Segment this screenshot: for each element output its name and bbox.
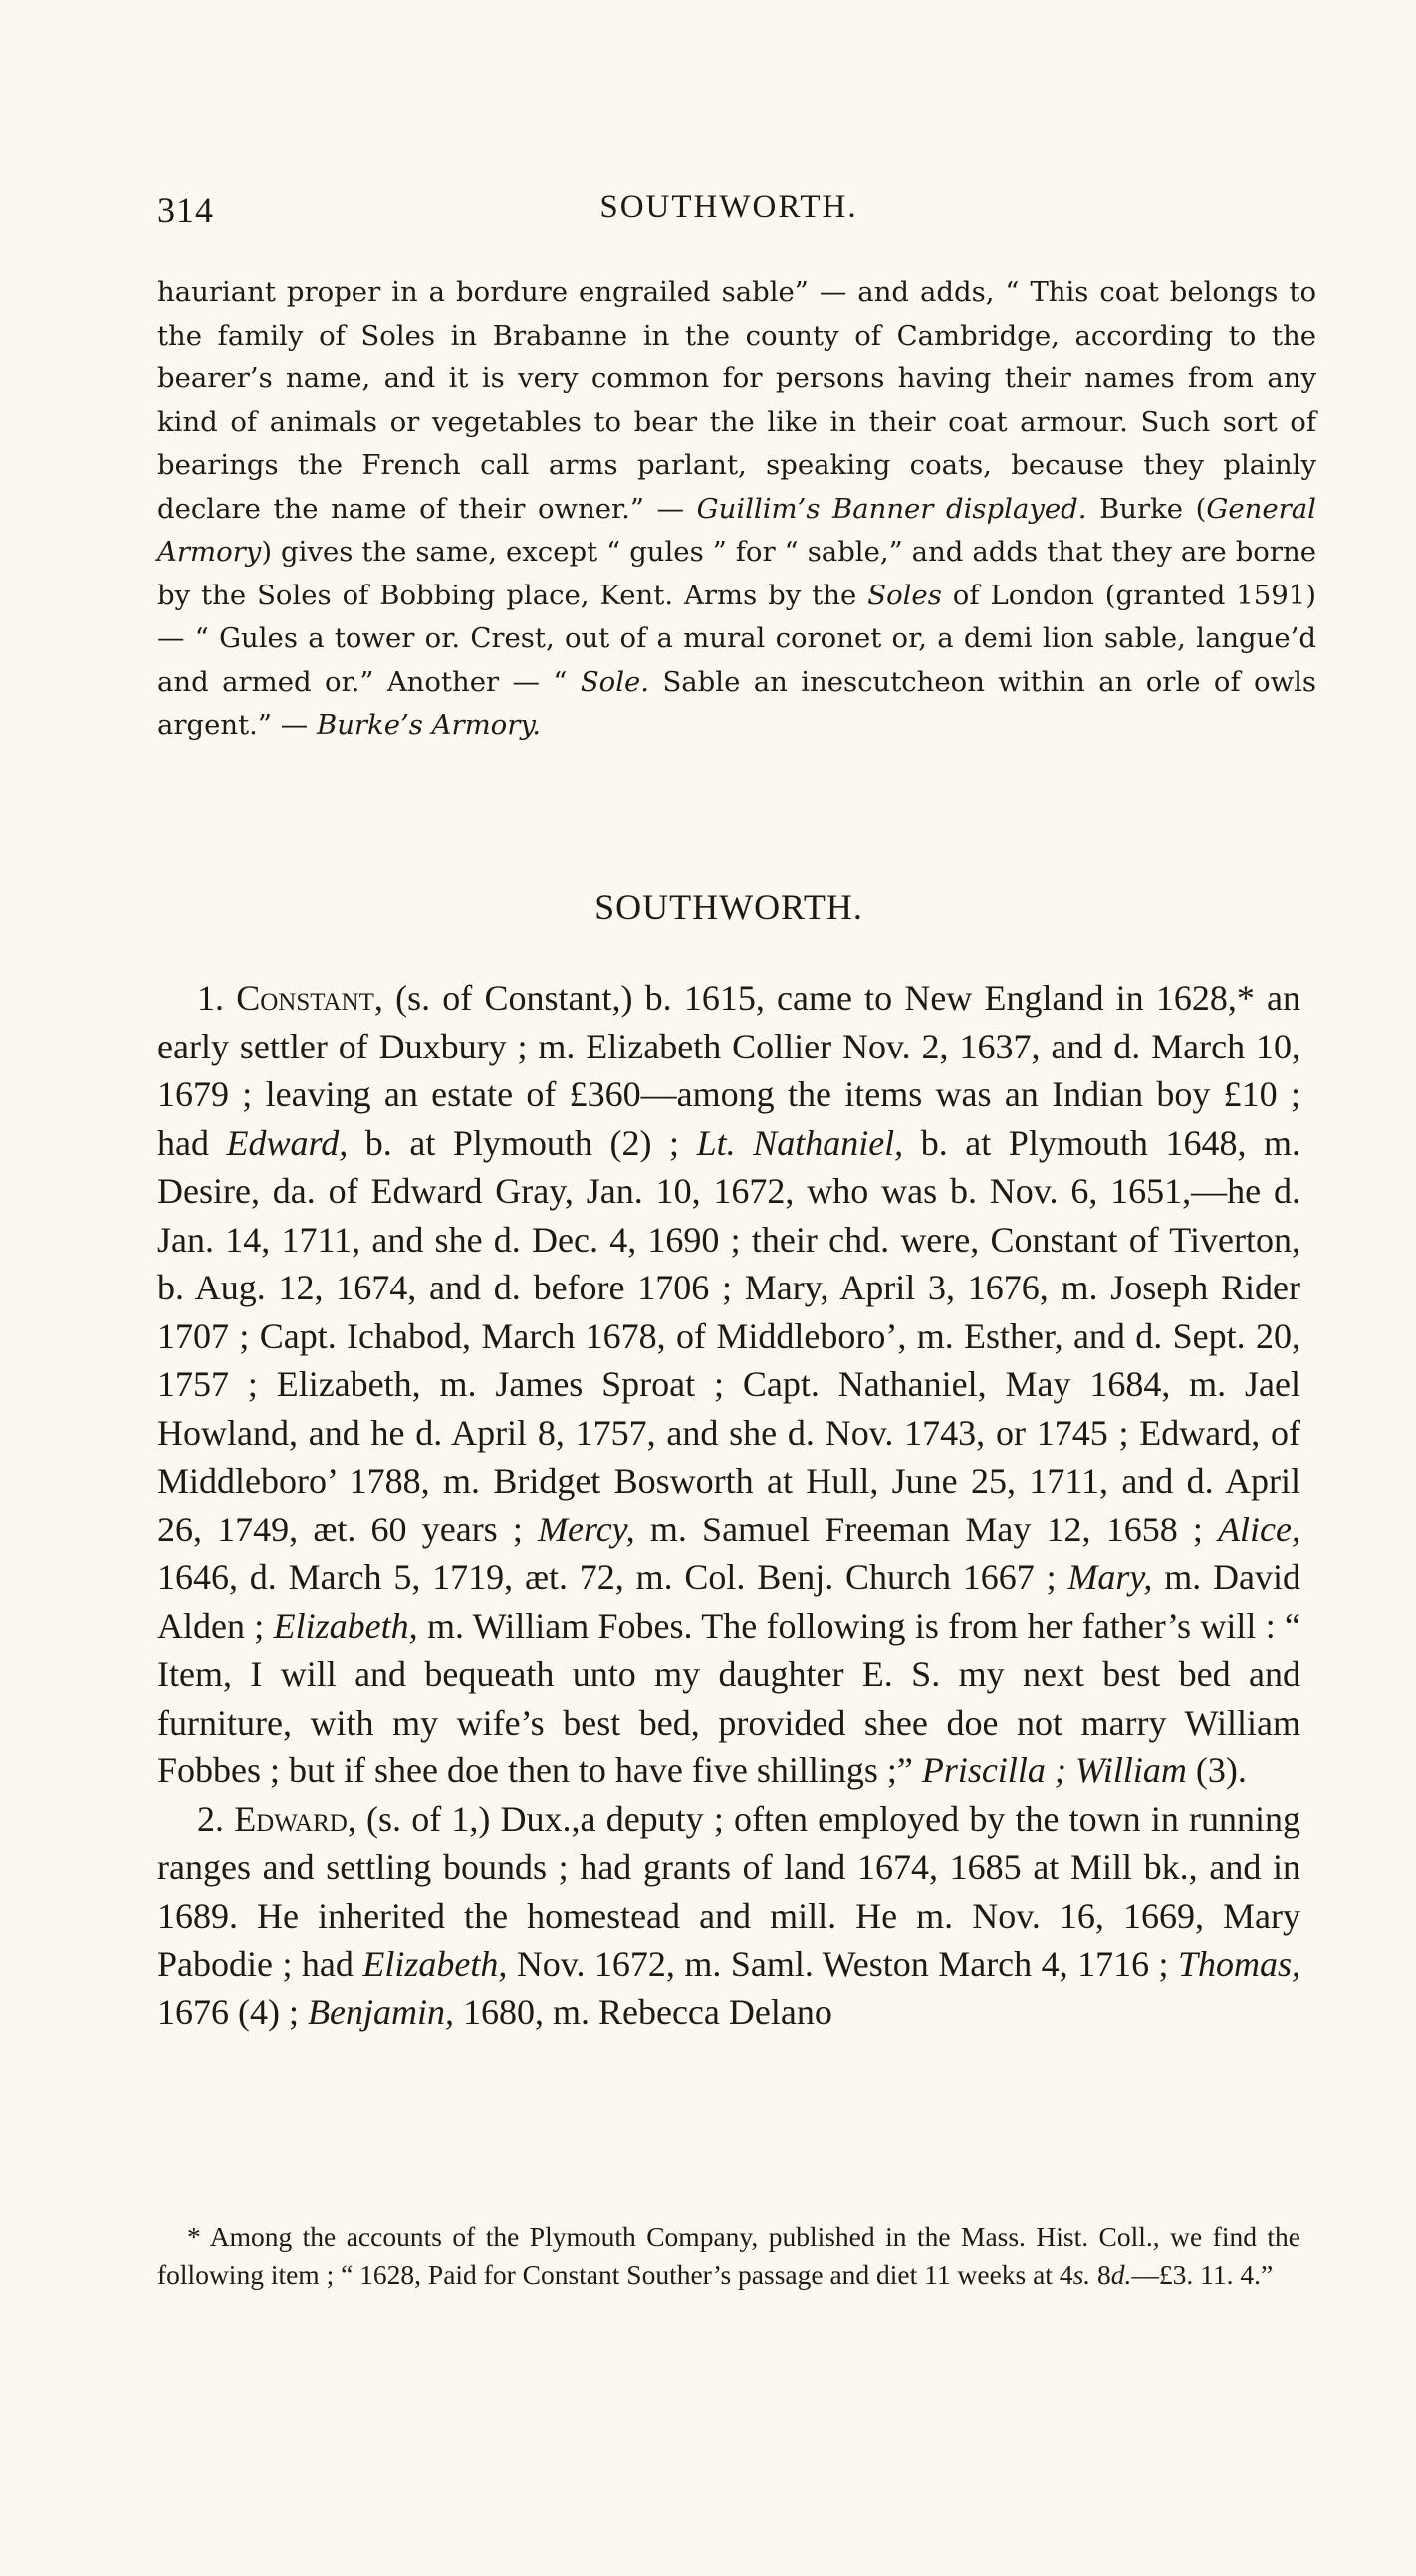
child-name: Elizabeth, — [362, 1944, 508, 1984]
entry-number: 2. — [197, 1798, 224, 1839]
text-run: , (s. of 1,) Dux.,a deputy ; often employed by the town in running ranges and settling bounds ; had grants of land 1674, 1685 at Mill bk., and in 1689. He inherited the homestead and mill. He m. Nov. 16, 1669, Mary Pabodie ; had — [157, 1798, 1301, 1984]
text-run: 1680, m. Rebecca Delano — [462, 1991, 832, 2032]
page-number: 314 — [157, 190, 214, 230]
text-run: 1646, d. March 5, 1719, æt. 72, m. Col. Benj. Church 1667 ; — [157, 1557, 1057, 1597]
genealogy-entries — [157, 974, 1300, 2036]
child-name: Lt. Nathaniel, — [696, 1122, 904, 1163]
running-title: SOUTHWORTH. — [599, 189, 858, 225]
currency-unit: s. — [1072, 2259, 1091, 2290]
text-run: m. Samuel Freeman May 12, 1658 ; — [649, 1509, 1203, 1549]
italic-citation: Burke’s Armory. — [316, 709, 541, 741]
text-run: of London (granted 1591) — “ Gules a tower or. Crest, out of a mural coronet or, a demi lion sable, langue’d and armed or.” Another — “ — [157, 579, 1316, 698]
text-run: Burke ( — [1099, 492, 1207, 525]
child-name: Elizabeth, — [273, 1605, 418, 1646]
text-run: (3). — [1195, 1751, 1247, 1790]
text-run: , (s. of Constant,) b. 1615, came to New England in 1628,* an early settler of Duxbury ; m. Elizabeth Collier Nov. 2, 1637, and d. March 10, 1679 ; leaving an estate of £360—among the items was an Indian boy £10 ; had — [157, 978, 1301, 1163]
text-run: ) gives the same, except “ gules ” for “ sable,” and adds that they are borne by the Soles of Bobbing place, Kent. Arms by the — [157, 536, 1316, 611]
child-name: Benjamin, — [307, 1991, 454, 2032]
entry-name: Constant — [236, 978, 374, 1018]
child-name: Edward, — [226, 1122, 349, 1163]
text-run: m. William Fobes. The following is from her father’s will : “ Item, I will and bequeath unto my daughter E. S. my next best bed and furniture, with my wife’s best bed, provided shee doe not marry William Fobbes ; but if shee doe then to have five shillings ;” — [157, 1605, 1301, 1790]
italic-term: Sole. — [580, 665, 650, 698]
text-run: b. at Plymouth (2) ; — [364, 1122, 680, 1163]
text-run: Sable an inescutcheon within an orle of owls argent.” — — [157, 665, 1317, 741]
text-run: 8 — [1097, 2259, 1111, 2290]
text-run: 1676 (4) ; — [157, 1991, 299, 2032]
running-head — [157, 189, 1300, 239]
entry-name: Edward — [234, 1798, 348, 1839]
text-run: m. David Alden ; — [157, 1557, 1301, 1646]
italic-term: Soles — [867, 579, 942, 611]
child-name: Priscilla ; — [921, 1751, 1066, 1790]
text-run: b. at Plymouth 1648, m. Desire, da. of Edward Gray, Jan. 10, 1672, who was b. Nov. 6, 1651,—he d. Jan. 14, 1711, and she d. Dec. 4, 1690 ; their chd. were, Constant of Tiverton, b. Aug. 12, 1674, and d. before 1706 ; Mary, April 3, 1676, m. Joseph Rider 1707 ; Capt. Ichabod, March 1678, of Middleboro’, m. Esther, and d. Sept. 20, 1757 ; Elizabeth, m. James Sproat ; Capt. Nathaniel, May 1684, m. Jael Howland, and he d. April 8, 1757, and she d. Nov. 1743, or 1745 ; Edward, of Middleboro’ 1788, m. Bridget Bosworth at Hull, June 25, 1711, and d. April 26, 1749, æt. 60 years ; — [157, 1122, 1301, 1549]
child-name: Mercy, — [538, 1509, 635, 1549]
footnote — [157, 2219, 1300, 2294]
text-run: —£3. 11. 4.” — [1131, 2259, 1274, 2290]
text-run: Among the accounts of the Plymouth Company, published in the Mass. Hist. Coll., we find the following item ; “ 1628, Paid for Constant Souther’s passage and diet 11 weeks at 4 — [157, 2222, 1301, 2290]
footnote-marker: * — [187, 2222, 201, 2252]
child-name: Thomas, — [1178, 1944, 1301, 1984]
text-run: hauriant proper in a bordure engrailed sable” — and adds, “ This coat belongs to the family of Soles in Brabanne in the county of Cambridge, according to the bearer’s name, and it is very common for persons having their names from any kind of animals or vegetables to bear the like in their coat armour. Such sort of bearings the French call arms parlant, speaking coats, because they plainly declare the name of their owner.” — — [157, 276, 1316, 525]
entry-number: 1. — [197, 978, 224, 1018]
child-name: Mary, — [1067, 1557, 1153, 1597]
currency-unit: d. — [1110, 2259, 1132, 2290]
section-heading: SOUTHWORTH. — [594, 887, 863, 927]
text-run: Nov. 1672, m. Saml. Weston March 4, 1716 ; — [516, 1944, 1169, 1984]
italic-citation: Guillim’s Banner displayed. — [696, 492, 1087, 525]
italic-citation: General Armory — [157, 492, 1316, 568]
child-name: Alice, — [1218, 1509, 1301, 1549]
genealogy-entry — [157, 974, 1300, 1795]
preceding-paragraph — [157, 271, 1316, 748]
child-name: William — [1074, 1751, 1187, 1790]
genealogy-entry — [157, 1795, 1300, 2037]
